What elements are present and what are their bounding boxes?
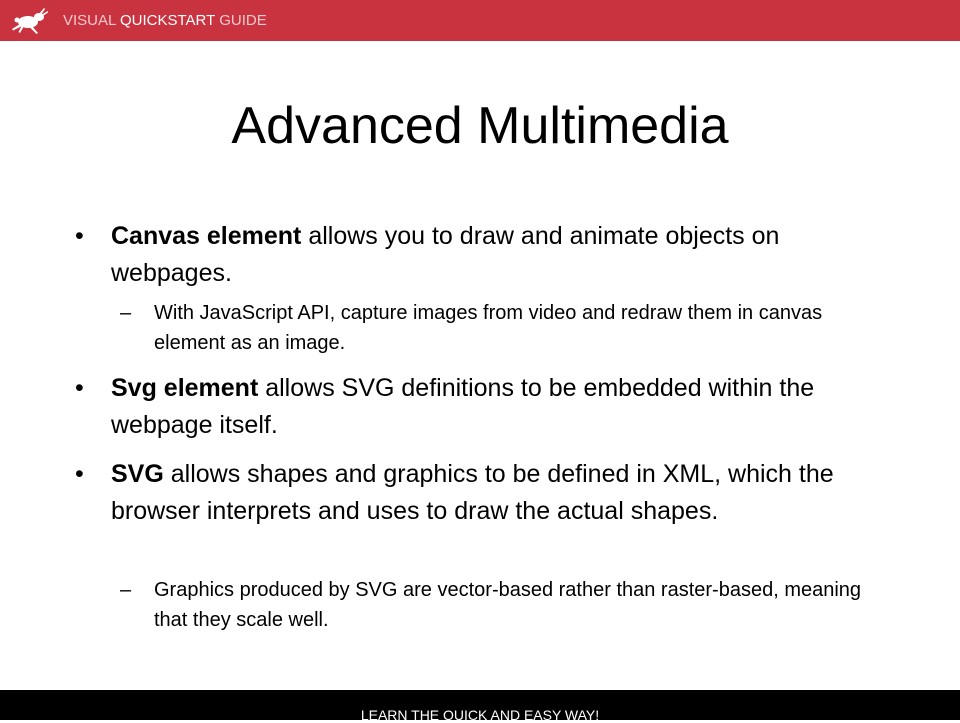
brand-part-2: QUICKSTART [119, 12, 216, 29]
bullet-bold: Canvas element [111, 222, 302, 250]
footer-bar [0, 690, 960, 723]
bullet-bold: SVG [111, 460, 164, 488]
sub-bullet-dash: – [120, 579, 132, 601]
bullet-rest: allows shapes and graphics to be defined in XML, which the browser interprets and uses to draw the actual shapes. [111, 460, 834, 525]
bullet-text [111, 370, 871, 444]
bullet-rest: allows SVG definitions to be embedded within the webpage itself. [111, 374, 815, 439]
bullet-rest: allows you to draw and animate objects on webpages. [111, 222, 780, 287]
sub-bullet-text: With JavaScript API, capture images from video and redraw them in canvas element as an image. [154, 302, 823, 354]
bullet-dot: • [75, 374, 84, 402]
bullet-text [111, 456, 871, 530]
sub-bullet-text: Graphics produced by SVG are vector-based rather than raster-based, meaning that they scale well. [154, 579, 862, 631]
footer-tagline: LEARN THE QUICK AND EASY WAY! [360, 707, 600, 723]
brand-part-3: GUIDE [219, 12, 267, 29]
bullet-text [111, 218, 871, 292]
brand-part-1: VISUAL [63, 12, 116, 29]
sub-bullet-dash: – [120, 302, 132, 324]
bullet-dot: • [75, 222, 84, 250]
slide-title: Advanced Multimedia [231, 97, 729, 155]
bullet-dot: • [75, 460, 84, 488]
bullet-bold: Svg element [111, 374, 259, 402]
